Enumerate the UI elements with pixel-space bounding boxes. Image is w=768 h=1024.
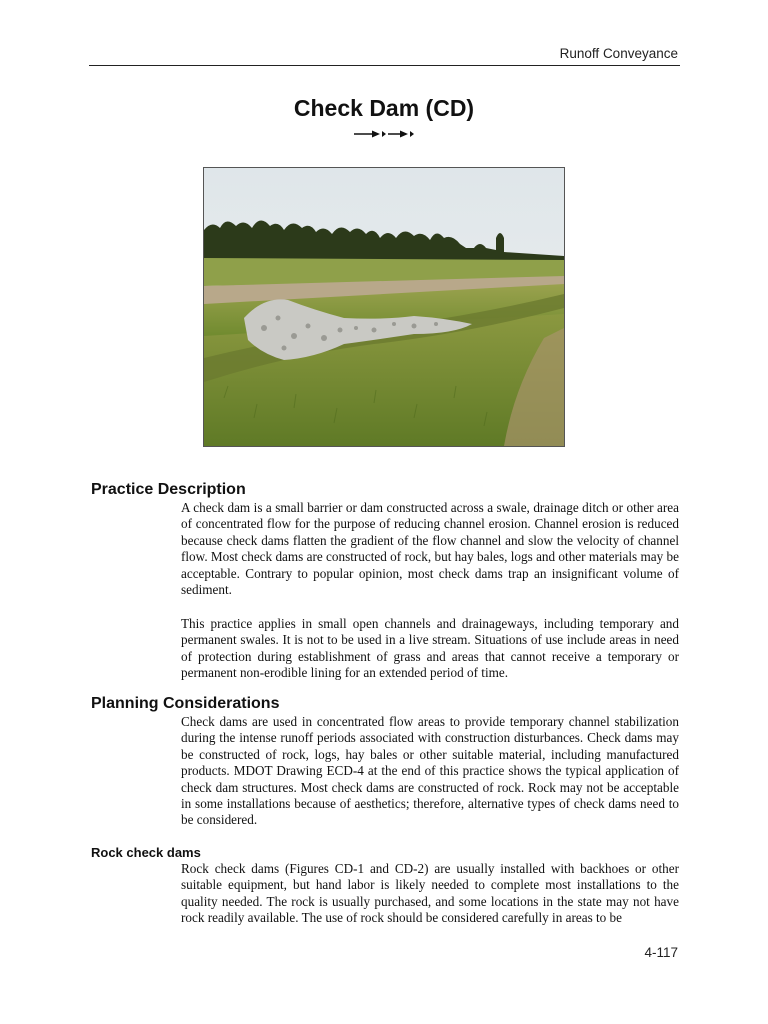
rock-check-dams-paragraph-1: Rock check dams (Figures CD-1 and CD-2) are usually installed with backhoes or other suitable equipment, but hand labor is likely needed to complete most installations to the quality needed. The rock is usually purchased, and some locations in the state may not have rock readily available. The use of rock should be considered carefully in areas to be (181, 861, 679, 926)
rock-check-dams-heading: Rock check dams (91, 845, 201, 860)
page-number: 4-117 (644, 945, 678, 960)
planning-considerations-paragraph-1: Check dams are used in concentrated flow areas to provide temporary channel stabilization during the intense runoff periods associated with construction disturbances. Check dams may be constructed of rock, logs, hay bales or other suitable material, including manufactured products. MDOT Drawing ECD-4 at the end of this practice shows the typical application of check dam structures. Most check dams are constructed of rock. Rock may not be acceptable in some installations because of aesthetics; therefore, alternative types of check dams need to be considered. (181, 714, 679, 828)
page-title: Check Dam (CD) (293, 95, 475, 121)
practice-description-heading: Practice Description (91, 481, 246, 498)
planning-considerations-heading: Planning Considerations (91, 695, 280, 712)
header-divider (89, 65, 680, 66)
running-header: Runoff Conveyance (559, 46, 678, 61)
practice-description-paragraph-1: A check dam is a small barrier or dam constructed across a swale, drainage ditch or other area of concentrated flow for the purpose of reducing channel erosion. Channel erosion is reduced because check dams flatten the gradient of the flow channel and slow the velocity of channel flow. Most check dams are constructed of rock, but hay bales, logs and other materials may be acceptable. Contrary to popular opinion, most check dams trap an insignificant volume of sediment. (181, 500, 679, 598)
flow-arrows-icon (352, 128, 416, 140)
check-dam-photo (203, 167, 565, 447)
practice-description-paragraph-2: This practice applies in small open channels and drainageways, including temporary and permanent swales. It is not to be used in a live stream. Situations of use include areas in need of protection during establishment of grass and areas that cannot receive a temporary or permanent non-erodible lining for an extended period of time. (181, 616, 679, 681)
